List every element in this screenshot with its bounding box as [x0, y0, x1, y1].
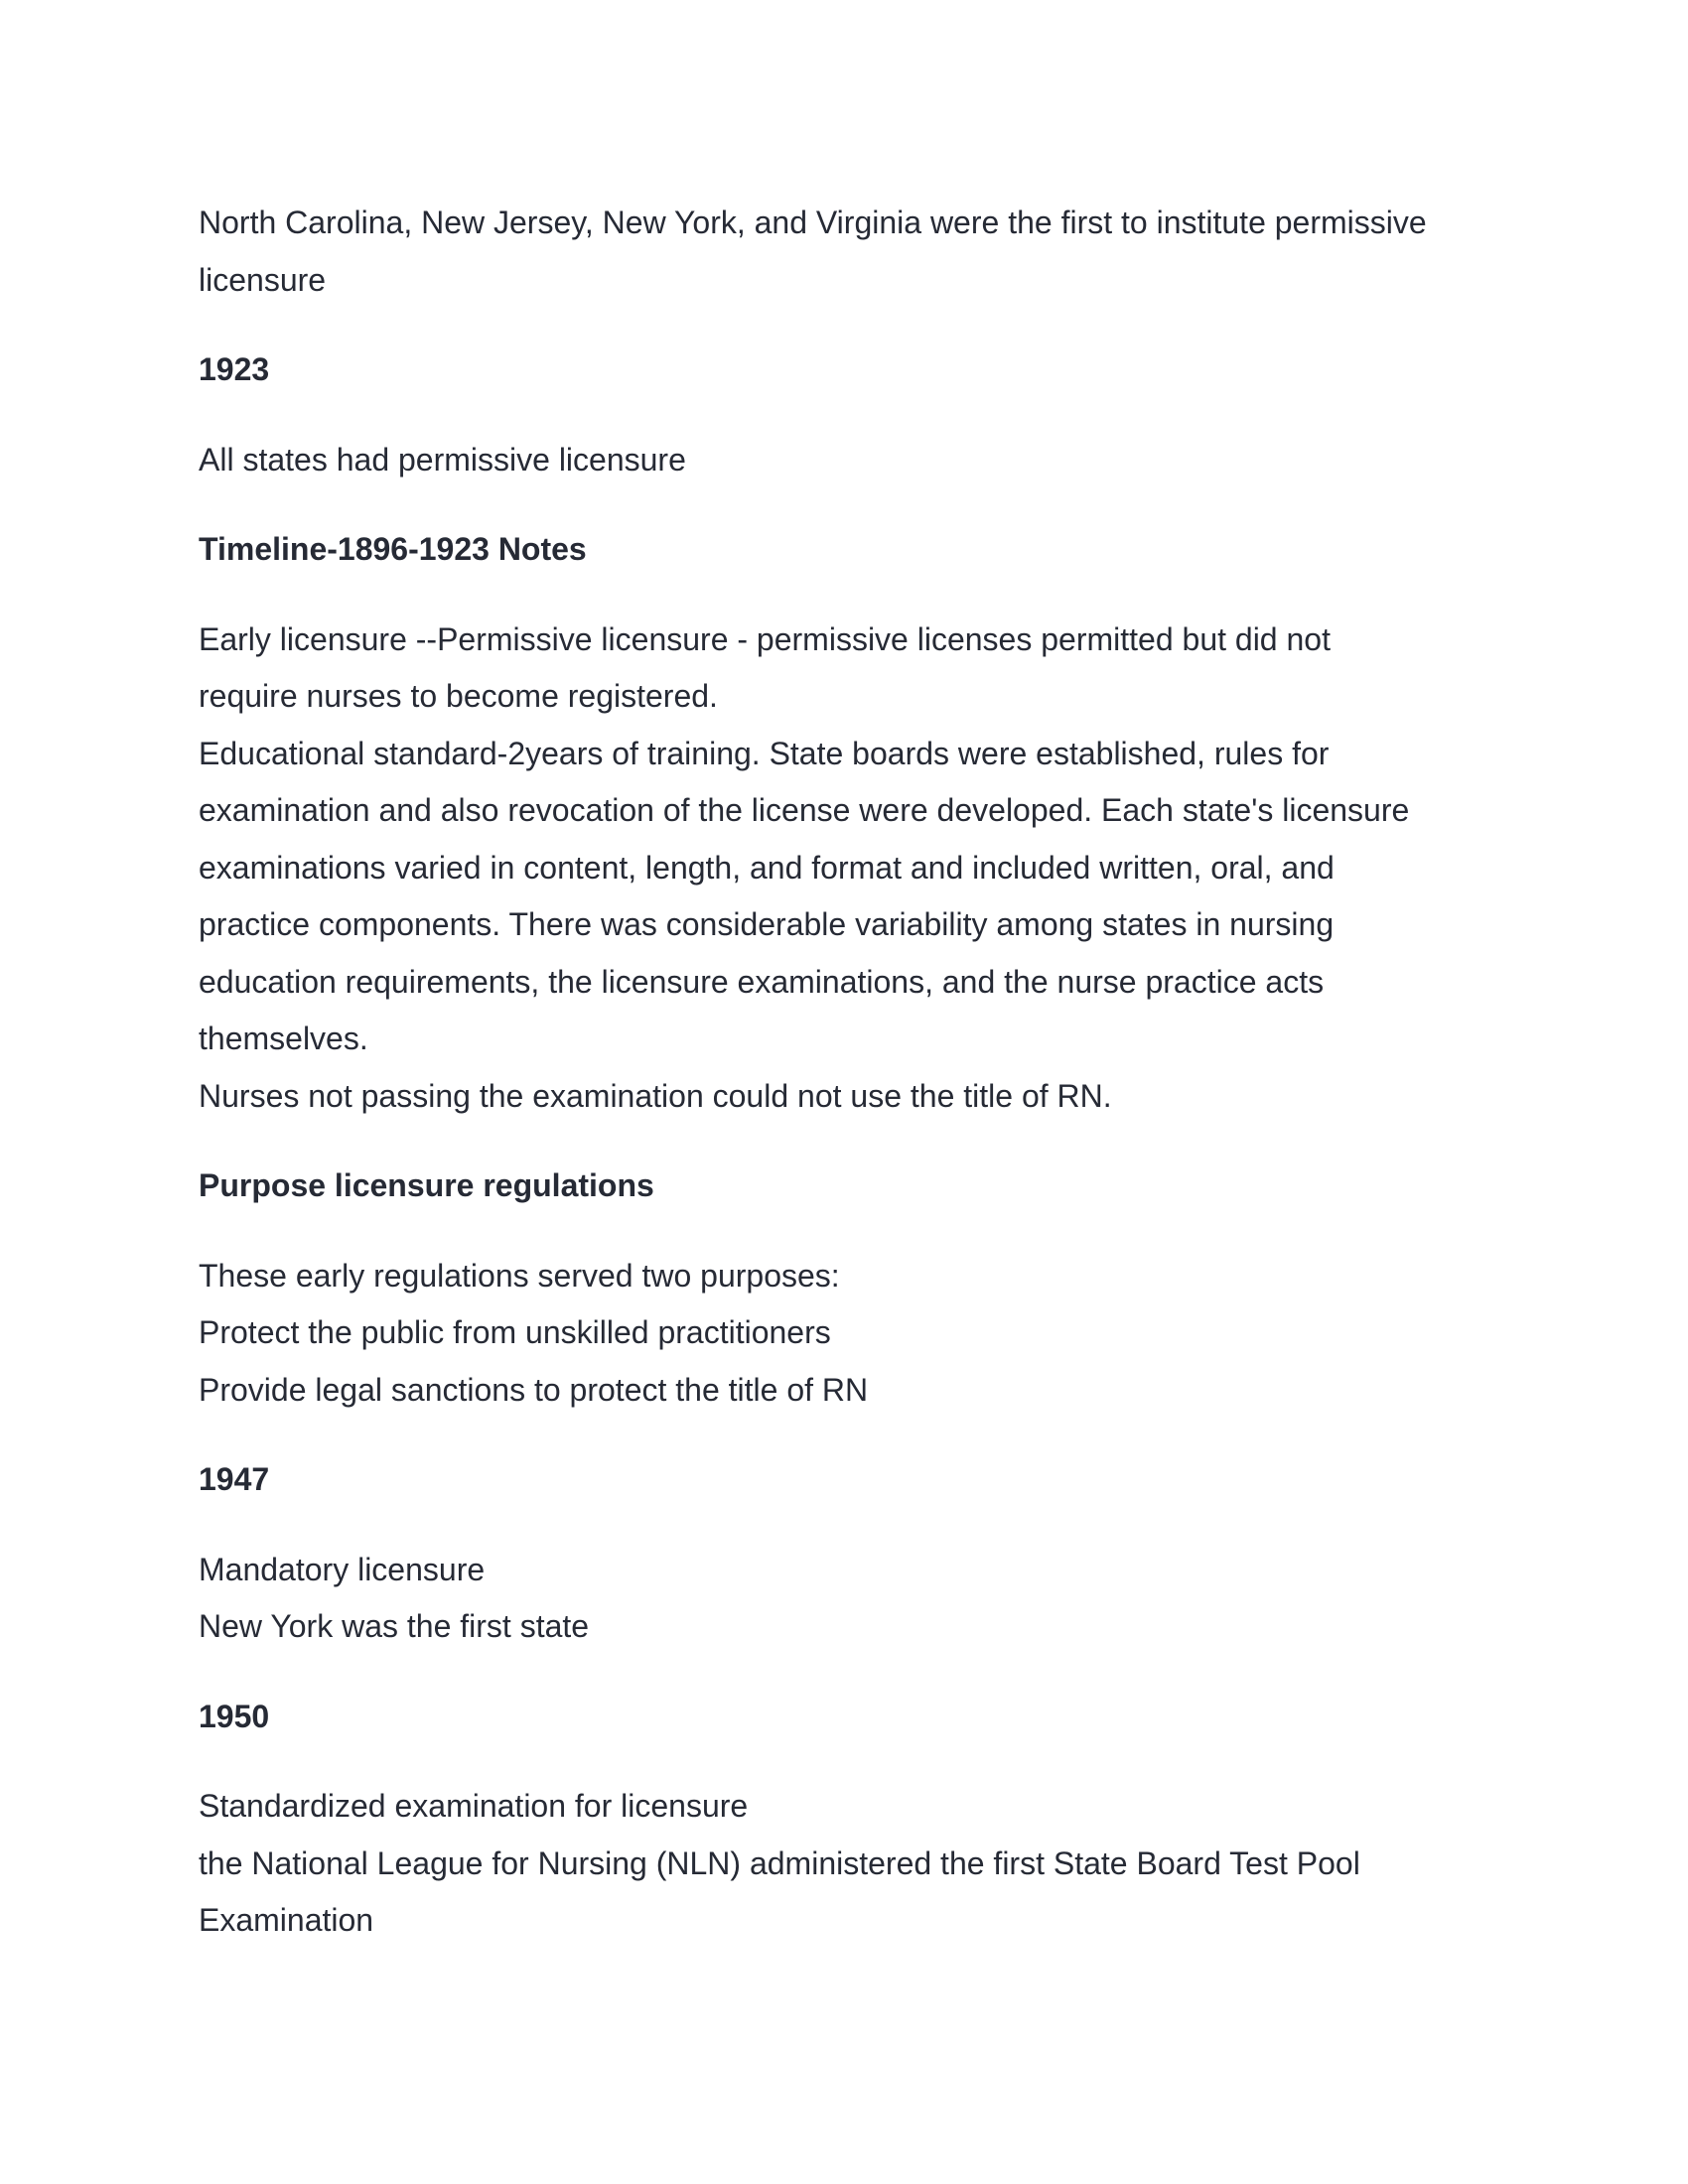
- timeline-line: themselves.: [199, 1021, 368, 1056]
- line-1950: the National League for Nursing (NLN) administered the first State Board Test Pool: [199, 1844, 1360, 1881]
- intro-line-1: North Carolina, New Jersey, New York, and Virginia were the first to institute permissive: [199, 205, 1427, 240]
- timeline-line: require nurses to become registered.: [199, 678, 718, 714]
- document-page: [199, 195, 1499, 1950]
- intro-line-2: licensure: [199, 261, 327, 298]
- line-1947: New York was the first state: [199, 1608, 590, 1644]
- timeline-line: Educational standard-2years of training. State boards were established, rules for: [199, 735, 1330, 771]
- timeline-line: education requirements, the licensure examinations, and the nurse practice acts: [199, 963, 1325, 1000]
- heading-timeline-notes: Timeline-1896-1923 Notes: [199, 531, 587, 567]
- line-1950: Examination: [199, 1902, 374, 1938]
- text-1923: All states had permissive licensure: [199, 441, 686, 478]
- purpose-line: Protect the public from unskilled practitioners: [199, 1314, 831, 1350]
- heading-1923: 1923: [199, 351, 270, 387]
- timeline-line: examinations varied in content, length, and format and included written, oral, and: [199, 849, 1335, 886]
- timeline-line: practice components. There was considerable variability among states in nursing: [199, 906, 1335, 942]
- timeline-line: Nurses not passing the examination could not use the title of RN.: [199, 1077, 1112, 1114]
- heading-1947: 1947: [199, 1461, 270, 1497]
- timeline-line: Early licensure --Permissive licensure - permissive licenses permitted but did not: [199, 620, 1331, 657]
- heading-1950: 1950: [199, 1698, 270, 1734]
- line-1950: Standardized examination for licensure: [199, 1788, 749, 1824]
- purpose-line: These early regulations served two purposes:: [199, 1257, 840, 1294]
- heading-purpose: Purpose licensure regulations: [199, 1167, 654, 1203]
- line-1947: Mandatory licensure: [199, 1551, 486, 1587]
- timeline-line: examination and also revocation of the license were developed. Each state's licensure: [199, 792, 1410, 828]
- purpose-line: Provide legal sanctions to protect the title of RN: [199, 1371, 869, 1408]
